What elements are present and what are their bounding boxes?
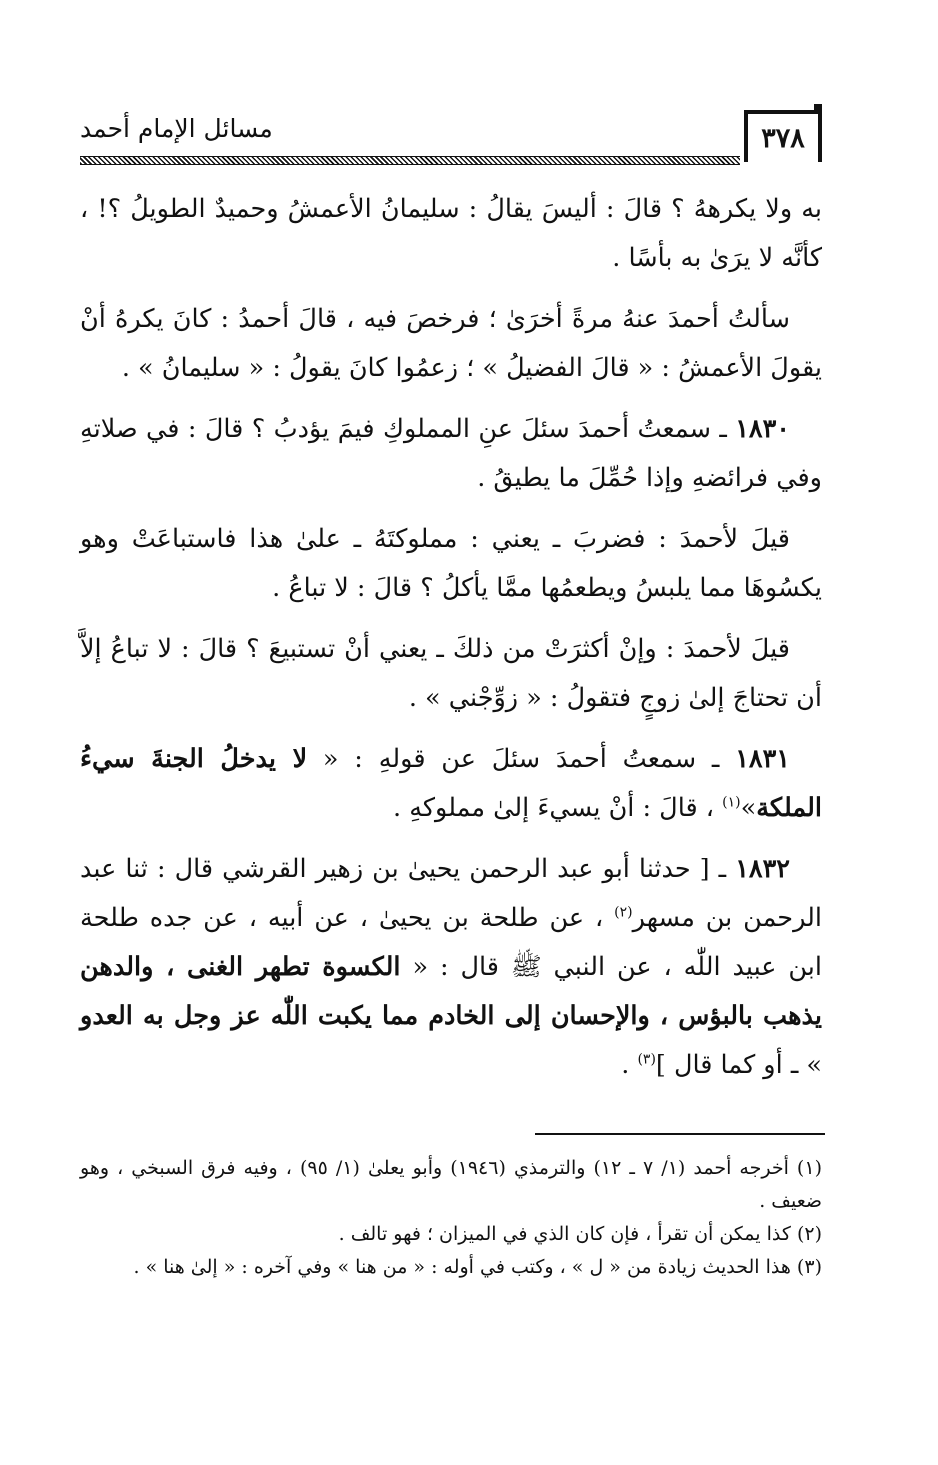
footnote-ref-2: (٢) xyxy=(614,904,633,921)
paragraph-4-text: قيلَ لأحمدَ : فضربَ ـ يعني : مملوكتَهُ ـ علىٰ هذا فاستباعَتْ وهو يكسُوهَا مما يلبسُ ويطعمُها ممَّا يأكلُ ؟ قالَ : لا تباعُ . xyxy=(80,524,822,603)
issue-number-1830: ١٨٣٠ xyxy=(735,414,790,444)
paragraph-1830 xyxy=(80,405,822,503)
header-rule xyxy=(80,156,740,165)
footnote-ref-3: (٣) xyxy=(637,1051,656,1068)
paragraph-1831-text-a: ـ سمعتُ أحمدَ سئلَ عن قولهِ : « xyxy=(307,744,736,774)
paragraph-1830-text: ـ سمعتُ أحمدَ سئلَ عنِ المملوكِ فيمَ يؤدبُ ؟ قالَ : في صلاتهِ وفي فرائضهِ وإذا حُمِّلَ ما يطيقُ . xyxy=(80,414,822,493)
paragraph-5-text: قيلَ لأحمدَ : وإنْ أكثرَتْ من ذلكَ ـ يعني أنْ تستبيعَ ؟ قالَ : لا تباعُ إلاَّ أن تحتاجَ إلىٰ زوجٍ فتقولُ : « زوِّجْني » . xyxy=(80,634,822,713)
hadith-text-1832: الكسوة تطهر الغنى ، والدهن يذهب بالبؤس ، والإحسان إلى الخادم مما يكبت اللّٰه عز وجل به العدو xyxy=(80,952,822,1031)
footnotes xyxy=(80,1152,822,1284)
paragraph-1832-text-a: ـ [ حدثنا أبو عبد الرحمن يحيىٰ بن زهير القرشي قال : ثنا عبد الرحمن بن مسهر xyxy=(80,854,822,933)
paragraph-1832 xyxy=(80,845,822,1090)
paragraph-1832-text-d: . xyxy=(621,1050,638,1080)
page-number: ٣٧٨ xyxy=(744,110,822,162)
footnote-ref-1: (١) xyxy=(722,794,741,811)
paragraph-1831 xyxy=(80,735,822,833)
page-header xyxy=(80,110,822,170)
footnote-separator xyxy=(535,1133,825,1135)
paragraph-4 xyxy=(80,515,822,613)
paragraph-1831-text-c: ، قالَ : أنْ يسيءَ إلىٰ مملوكهِ . xyxy=(393,793,723,823)
footnote-1: (١) أخرجه أحمد (١/ ٧ ـ ١٢) والترمذي (١٩٤٦) وأبو يعلىٰ (١/ ٩٥) ، وفيه فرق السبخي ، وهو ضعيف . xyxy=(80,1157,822,1212)
hadith-text-1831: لا يدخلُ الجنةَ سيءُ الملكة xyxy=(80,744,822,823)
paragraph-1832-text-c: » ـ أو كما قال ] xyxy=(655,1050,822,1080)
footnote-2: (٢) كذا يمكن أن تقرأ ، فإن كان الذي في الميزان ؛ فهو تالف . xyxy=(338,1223,822,1245)
paragraph-2 xyxy=(80,295,822,393)
running-title: مسائل الإمام أحمد xyxy=(80,114,273,143)
paragraph-5 xyxy=(80,625,822,723)
paragraph-1831-text-b: » xyxy=(740,793,757,823)
paragraph-1832-text-b: ، عن طلحة بن يحيىٰ ، عن أبيه ، عن جده طلحة ابن عبيد اللّٰه ، عن النبي ﷺ قال : « xyxy=(80,903,822,982)
paragraph-1-text: به ولا يكرههُ ؟ قالَ : أليسَ يقالُ : سليمانُ الأعمشُ وحميدٌ الطويلُ ؟! ، كأنَّه لا يرَىٰ به بأسًا . xyxy=(80,194,822,273)
issue-number-1832: ١٨٣٢ xyxy=(735,854,790,884)
main-text xyxy=(80,185,822,1102)
paragraph-2-text: سألتُ أحمدَ عنهُ مرةً أخرَىٰ ؛ فرخصَ فيه ، قالَ أحمدُ : كانَ يكرهُ أنْ يقولَ الأعمشُ : « قالَ الفضيلُ » ؛ زعمُوا كانَ يقولُ : « سليمانُ » . xyxy=(80,304,822,383)
footnote-3: (٣) هذا الحديث زيادة من « ل » ، وكتب في أوله : « من هنا » وفي آخره : « إلىٰ هنا » . xyxy=(133,1256,822,1278)
paragraph-1 xyxy=(80,185,822,283)
issue-number-1831: ١٨٣١ xyxy=(735,744,790,774)
